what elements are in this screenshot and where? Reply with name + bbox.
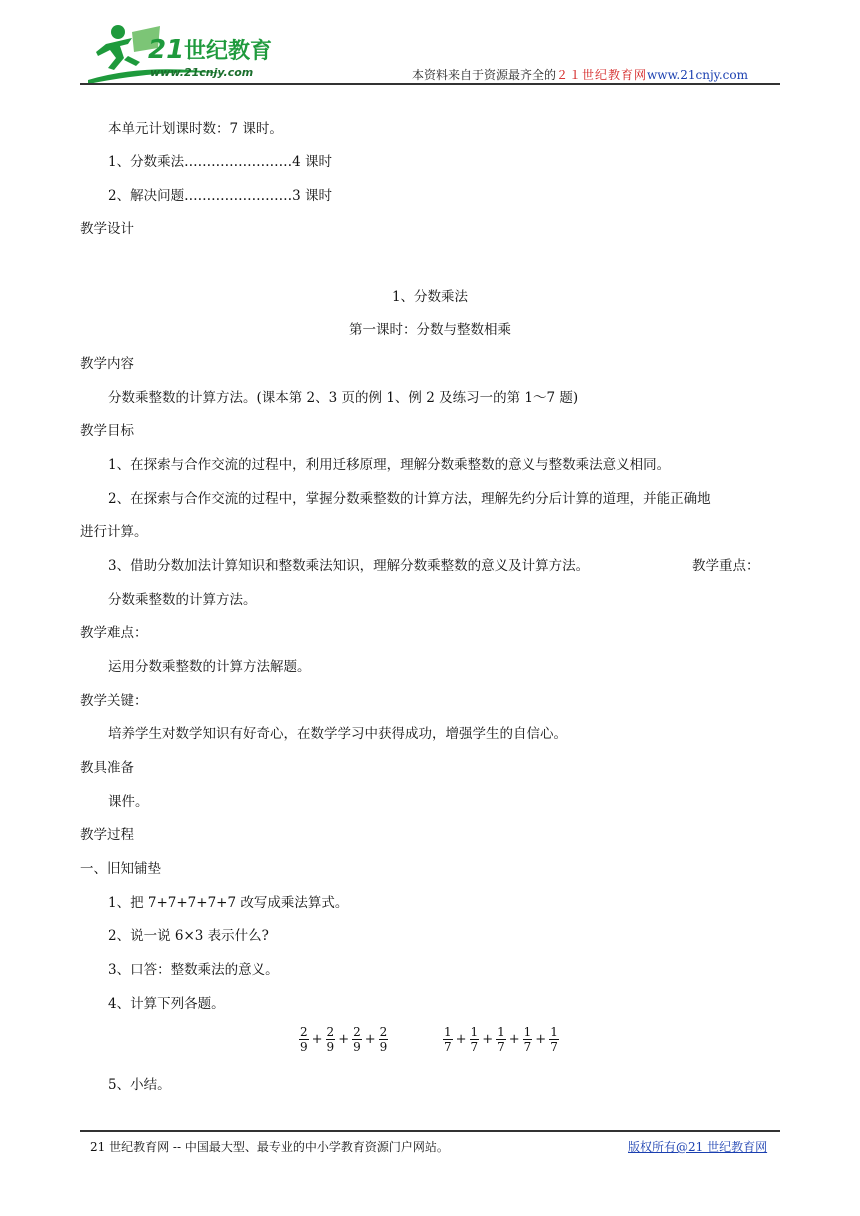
- key-text: 分数乘整数的计算方法。: [108, 592, 257, 608]
- content-heading: 教学内容: [80, 356, 134, 372]
- plus-sign: +: [364, 1032, 376, 1047]
- goals-heading: 教学目标: [80, 423, 134, 439]
- fraction: $\frac{1}{7}$: [523, 1025, 532, 1054]
- footer-copyright-link[interactable]: 版权所有@21 世纪教育网: [628, 1140, 768, 1154]
- expression-sevenths: [442, 1026, 560, 1053]
- content-text: 分数乘整数的计算方法。(课本第 2、3 页的例 1、例 2 及练习一的第 1～7 题): [108, 390, 579, 406]
- section-title: 1、分数乘法: [391, 289, 469, 305]
- fraction: $\frac{1}{7}$: [470, 1025, 479, 1054]
- tools-text: 课件。: [108, 794, 149, 810]
- logo-url-text: www.21cnjy.com: [150, 66, 254, 79]
- page-header: [0, 0, 860, 90]
- header-note-prefix: 本资料来自于资源最齐全的: [412, 68, 557, 82]
- unit-hours: 本单元计划课时数：7 课时。: [108, 121, 283, 137]
- plan-item-2: 2、解决问题……………………3 课时: [108, 188, 332, 204]
- plus-sign: +: [508, 1032, 520, 1047]
- key-heading: 教学重点：: [692, 558, 760, 574]
- svg-text:21: 21: [148, 35, 185, 65]
- question-3: 3、口答：整数乘法的意义。: [108, 962, 279, 978]
- difficulty-text: 运用分数乘整数的计算方法解题。: [108, 659, 311, 675]
- fraction: $\frac{2}{9}$: [300, 1025, 308, 1054]
- site-logo[interactable]: [88, 22, 288, 84]
- goal-2-line-1: 2、在探索与合作交流的过程中，掌握分数乘整数的计算方法，理解先约分后计算的道理，并能正确地: [108, 491, 711, 507]
- question-2: 2、说一说 6×3 表示什么?: [108, 928, 269, 944]
- process-heading: 教学过程: [80, 827, 134, 843]
- plus-sign: +: [535, 1032, 547, 1047]
- header-divider: [80, 83, 780, 85]
- footer-description: 21 世纪教育网 -- 中国最大型、最专业的中小学教育资源门户网站。: [90, 1140, 449, 1154]
- crux-heading: 教学关键：: [80, 693, 148, 709]
- tools-heading: 教具准备: [80, 760, 134, 776]
- fraction: $\frac{1}{7}$: [497, 1025, 505, 1054]
- footer-divider: [80, 1130, 780, 1132]
- plan-item-1: 1、分数乘法……………………4 课时: [108, 154, 332, 170]
- fraction: $\frac{2}{9}$: [353, 1025, 361, 1054]
- header-note-url[interactable]: www.21cnjy.com: [647, 68, 748, 82]
- fraction: $\frac{2}{9}$: [326, 1025, 335, 1054]
- plus-sign: +: [338, 1032, 350, 1047]
- question-5: 5、小结。: [108, 1077, 171, 1093]
- question-4: 4、计算下列各题。: [108, 996, 225, 1012]
- fraction: $\frac{2}{9}$: [379, 1025, 388, 1054]
- fraction: $\frac{1}{7}$: [550, 1025, 558, 1054]
- difficulty-heading: 教学难点：: [80, 625, 148, 641]
- lesson-title: 第一课时：分数与整数相乘: [349, 322, 511, 338]
- expression-ninths: [298, 1026, 389, 1053]
- fraction: $\frac{1}{7}$: [444, 1025, 452, 1054]
- goal-2-line-2: 进行计算。: [80, 524, 148, 540]
- design-heading: 教学设计: [80, 221, 134, 237]
- plus-sign: +: [455, 1032, 467, 1047]
- logo-brand-text: 世纪教育: [184, 39, 273, 64]
- step-1-heading: 一、旧知铺垫: [80, 861, 161, 877]
- plus-sign: +: [311, 1032, 323, 1047]
- header-note-brand[interactable]: ２１世纪教育网: [556, 68, 648, 82]
- header-source-note: [412, 66, 748, 83]
- question-1: 1、把 7+7+7+7+7 改写成乘法算式。: [108, 895, 349, 911]
- goal-1: 1、在探索与合作交流的过程中，利用迁移原理，理解分数乘整数的意义与整数乘法意义相同。: [108, 457, 671, 473]
- plus-sign: +: [482, 1032, 494, 1047]
- goal-3: 3、借助分数加法计算知识和整数乘法知识，理解分数乘整数的意义及计算方法。: [108, 558, 590, 574]
- crux-text: 培养学生对数学知识有好奇心，在数学学习中获得成功，增强学生的自信心。: [108, 726, 567, 742]
